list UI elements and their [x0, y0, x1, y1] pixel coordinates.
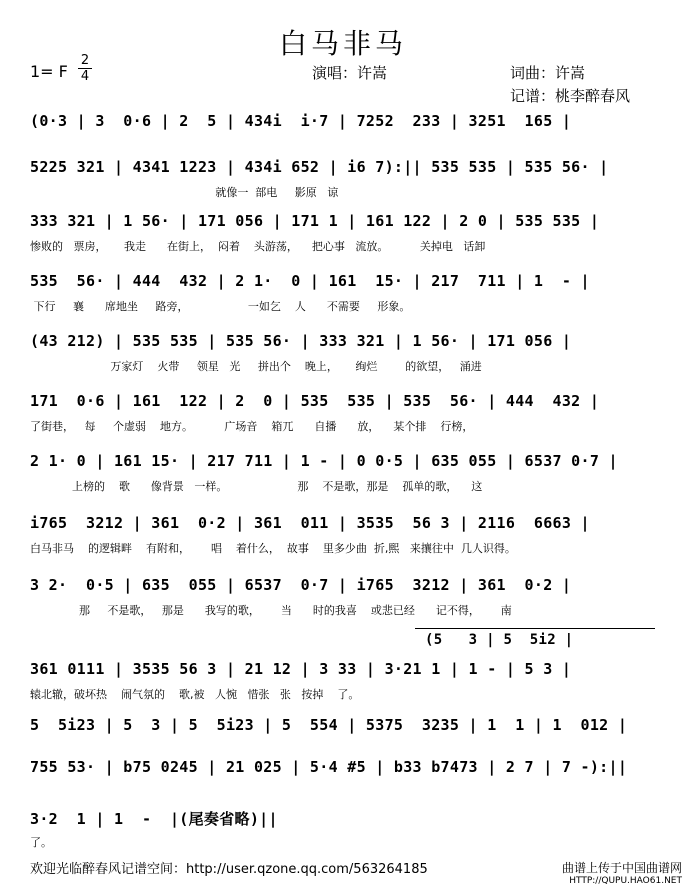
volta-bracket	[415, 628, 655, 629]
time-bottom: 4	[80, 69, 90, 84]
footer-text: 欢迎光临醉春风记谱空间：http://user.qzone.qq.com/563264185	[30, 862, 428, 877]
site-stamp	[562, 862, 682, 888]
notation-row: i765 3212 | 361 0·2 | 361 011 | 3535 56 3 | 2116 6663 |	[30, 514, 590, 532]
notation-row: 755 53· | b75 0245 | 21 025 | 5·4 #5 | b33 b7473 | 2 7 | 7 -):||	[30, 758, 628, 776]
transcriber-credit: 记谱：桃李醉春风	[510, 87, 631, 105]
lyric-row: 下行 襄 席地坐 路旁， 一如乞 人 不需要 形象。	[30, 300, 411, 313]
notation-row: 5225 321 | 4341 1223 | 434i 652 | i6 7):|| 535 535 | 535 56· |	[30, 158, 609, 176]
notation-row: (43 212) | 535 535 | 535 56· | 333 321 | 1 56· | 171 056 |	[30, 332, 572, 350]
notation-row: 171 0·6 | 161 122 | 2 0 | 535 535 | 535 56· | 444 432 |	[30, 392, 600, 410]
notation-row: (0·3 | 3 0·6 | 2 5 | 434i i·7 | 7252 233 | 3251 165 |	[30, 112, 572, 130]
notation-row: 2 1· 0 | 161 15· | 217 711 | 1 - | 0 0·5 | 635 055 | 6537 0·7 |	[30, 452, 618, 470]
notation-row: 333 321 | 1 56· | 171 056 | 171 1 | 161 122 | 2 0 | 535 535 |	[30, 212, 600, 230]
lyric-row: 白马非马 的逻辑畔 有附和， 唱 着什么， 故事 里多少曲 折,熙 来攘往中 几人识得。	[30, 542, 516, 555]
lyric-row: 那 不是歌， 那是 我写的歌， 当 时的我喜 或悲已经 记不得， 南	[30, 604, 512, 617]
lyric-row: 上榜的 歌 像背景 一样。 那 不是歌，那是 孤单的歌， 这	[30, 480, 483, 493]
lyric-row: 了。	[30, 836, 52, 849]
lyric-row: 惨败的 票房， 我走 在街上， 闷着 头游荡， 把心事 流放。 关掉电 话卸	[30, 240, 486, 253]
notation-row: 535 56· | 444 432 | 2 1· 0 | 161 15· | 217 711 | 1 - |	[30, 272, 590, 290]
score-title: 白马非马	[278, 27, 407, 60]
notation-row: 361 0111 | 3535 56 3 | 21 12 | 3 33 | 3·21 1 | 1 - | 5 3 |	[30, 660, 572, 678]
lyric-row: 就像一 部电 影原 谅	[30, 186, 339, 199]
key-signature: 1= F	[30, 62, 68, 81]
notation-row: 3 2· 0·5 | 635 055 | 6537 0·7 | i765 3212 | 361 0·2 |	[30, 576, 572, 594]
singer-credit: 演唱：许嵩	[312, 64, 388, 82]
volta-notes: (5 3 | 5 5i2 |	[425, 632, 574, 648]
notation-row: 5 5i23 | 5 3 | 5 5i23 | 5 554 | 5375 3235 | 1 1 | 1 012 |	[30, 716, 628, 734]
stamp-line1: 曲谱上传于中国曲谱网	[561, 861, 682, 875]
lyric-row: 万家灯 火带 领星 光 拼出个 晚上， 绚烂 的欲望， 涌进	[30, 360, 482, 373]
time-top: 2	[80, 53, 90, 68]
lyricist-credit: 词曲：许嵩	[510, 64, 586, 82]
lyric-row: 了街巷， 每 个虚弱 地方。 广场音 箱兀 自播 放， 某个排 行榜，	[30, 420, 474, 433]
notation-row: 3·2 1 | 1 - |(尾奏省略)||	[30, 810, 278, 828]
stamp-line2: HTTP://QUPU.HAO61.NET	[569, 876, 682, 886]
lyric-row: 辕北辙，破坏热 闹气氛的 歌,被 人惋 惜张 张 按掉 了。	[30, 688, 360, 701]
